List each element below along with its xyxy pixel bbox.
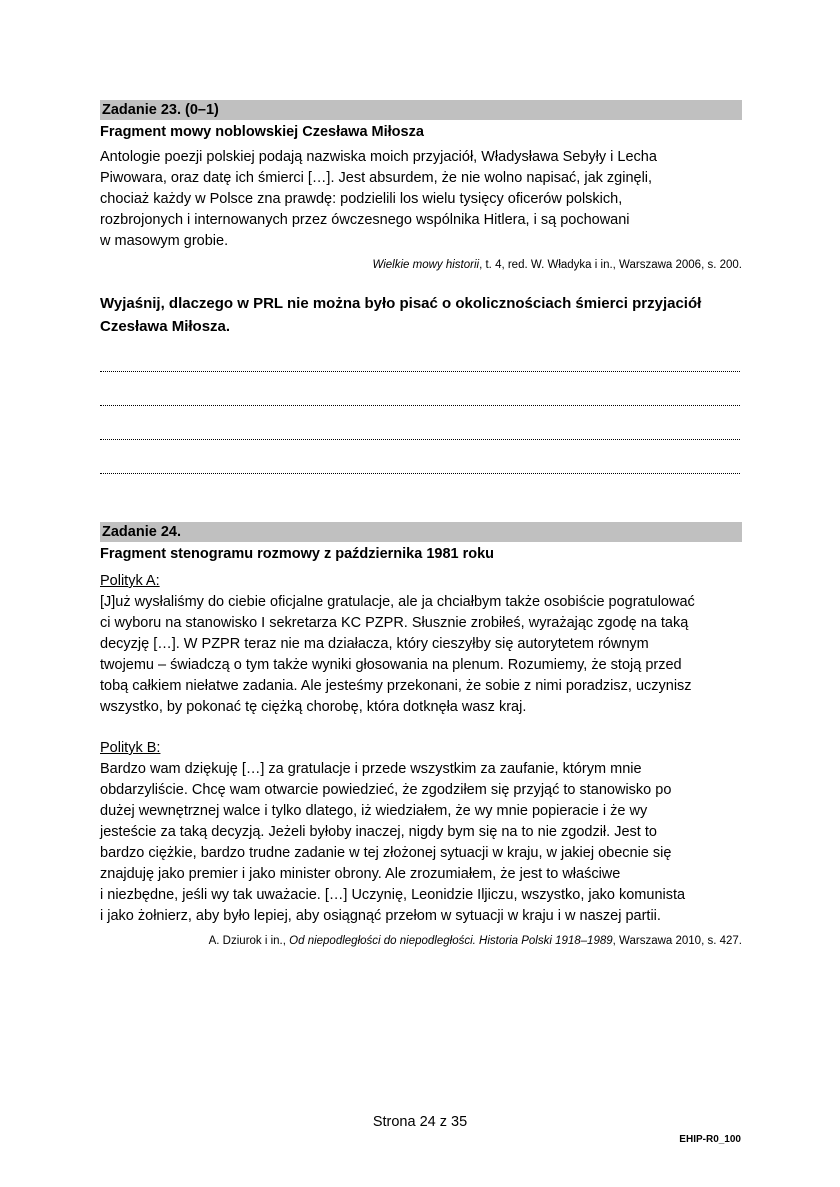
text-line: decyzję […]. W PZPR teraz nie ma działacza, który cieszyłby się autorytetem równym (100, 636, 649, 652)
answer-line[interactable] (100, 372, 742, 406)
question-line: Czesława Miłosza. (100, 318, 231, 335)
exam-page (100, 100, 742, 948)
text-line: rozbrojonych i internowanych przez ówczesnego wspólnika Hitlera, i są pochowani (100, 212, 630, 228)
task-23-citation (100, 258, 742, 272)
question-line: Wyjaśnij, dlaczego w PRL nie można było pisać o okolicznościach śmierci przyjaciół (100, 295, 702, 312)
text-line: Bardzo wam dziękuję […] za gratulacje i przede wszystkim za zaufanie, którym mnie (100, 761, 642, 777)
text-line: ci wyboru na stanowisko I sekretarza KC PZPR. Słusznie zrobiłeś, wyrażając zgodę na taką (100, 615, 689, 631)
speaker-b-block (100, 738, 742, 927)
task-24-header: Zadanie 24. (100, 522, 742, 542)
speaker-b-label: Polityk B: (100, 740, 161, 756)
task-23 (100, 100, 742, 474)
citation-title: Wielkie mowy historii (372, 259, 480, 271)
task-24-title: Fragment stenogramu rozmowy z października 1981 roku (100, 546, 495, 562)
citation-details: , Warszawa 2010, s. 427. (612, 935, 742, 947)
speaker-a-label: Polityk A: (100, 573, 160, 589)
task-24-citation (100, 934, 742, 948)
citation-author: A. Dziurok i in., (208, 935, 290, 947)
text-line: w masowym grobie. (100, 233, 229, 249)
task-23-source-text (100, 147, 742, 252)
text-line: tobą całkiem niełatwe zadania. Ale jesteśmy przekonani, że sobie z nimi poradzisz, uczynisz (100, 678, 692, 694)
exam-code: EHIP-R0_100 (679, 1134, 741, 1145)
task-23-header: Zadanie 23. (0–1) (100, 100, 742, 120)
text-line: Antologie poezji polskiej podają nazwiska moich przyjaciół, Władysława Sebyły i Lecha (100, 149, 657, 165)
text-line: dużej wewnętrznej walce i tylko dlatego, iż wiedziałem, że wy mnie popieracie i że wy (100, 803, 648, 819)
answer-line[interactable] (100, 338, 742, 372)
citation-title: Od niepodległości do niepodległości. Historia Polski 1918–1989 (289, 935, 613, 947)
task-23-title: Fragment mowy noblowskiej Czesława Miłosza (100, 124, 424, 140)
text-line: Piwowara, oraz datę ich śmierci […]. Jest absurdem, że nie wolno napisać, jak zginęli, (100, 170, 653, 186)
speaker-a-block (100, 571, 742, 718)
answer-area[interactable] (100, 338, 742, 474)
page-number: Strona 24 z 35 (372, 1114, 468, 1130)
text-line: bardzo ciężkie, bardzo trudne zadanie w tej złożonej sytuacji w kraju, w jakiej obecnie się (100, 845, 672, 861)
text-line: [J]uż wysłaliśmy do ciebie oficjalne gratulacje, ale ja chciałbym także osobiście pogratulować (100, 594, 695, 610)
text-line: obdarzyliście. Chcę wam otwarcie powiedzieć, że zgodziłem się przyjąć to stanowisko po (100, 782, 672, 798)
text-line: twojemu – świadczą o tym także wyniki głosowania na plenum. Rozumiemy, że stoją przed (100, 657, 682, 673)
text-line: znajduję jako premier i jako minister obrony. Ale zrozumiałem, że jest to właściwe (100, 866, 621, 882)
text-line: wszystko, by pokonać tę ciężką chorobę, która dotknęła wasz kraj. (100, 699, 527, 715)
answer-line[interactable] (100, 406, 742, 440)
answer-line[interactable] (100, 440, 742, 474)
text-line: chociaż każdy w Polsce zna prawdę: podzielili los wielu tysięcy oficerów polskich, (100, 191, 623, 207)
text-line: i niezbędne, jeśli wy tak uważacie. […] Uczynię, Leonidzie Iljiczu, wszystko, jako komunista (100, 887, 686, 903)
task-23-question (100, 292, 742, 338)
task-24 (100, 522, 742, 948)
text-line: i jako żołnierz, aby było lepiej, aby osiągnąć przełom w sytuacji w kraju i w naszej partii. (100, 908, 661, 924)
citation-details: , t. 4, red. W. Władyka i in., Warszawa 2006, s. 200. (479, 259, 742, 271)
text-line: jesteście za taką decyzją. Jeżeli byłoby inaczej, nigdy bym się na to nie zgodził. Jest to (100, 824, 657, 840)
